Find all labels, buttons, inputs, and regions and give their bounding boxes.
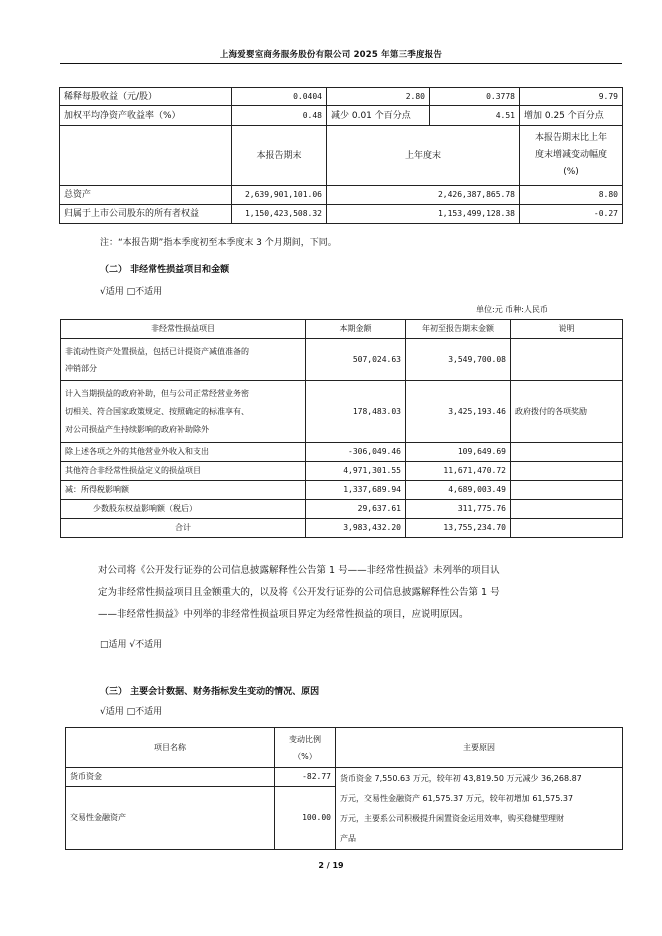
- col-header-desc: 说明: [511, 320, 623, 339]
- item-cell: 少数股东权益影响额（税后）: [61, 500, 306, 519]
- cell-value: 109,649.69: [406, 443, 511, 462]
- explanation-paragraph: [98, 560, 618, 626]
- table-total-row: [61, 519, 623, 538]
- row-label: 稀释每股收益（元/股）: [60, 88, 232, 106]
- item-line: 对公司损益产生持续影响的政府补助除外: [65, 424, 209, 434]
- reason-line: 万元，交易性金融资产 61,575.37 万元，较年初增加 61,575.37: [340, 794, 574, 803]
- table-header-row: [61, 320, 623, 339]
- cell-value: 增加 0.25 个百分点: [520, 106, 623, 126]
- cell-value: 29,637.61: [306, 500, 406, 519]
- col-header-ratio-l1: 变动比例: [289, 734, 321, 744]
- cell-desc: 政府拨付的各项奖励: [511, 381, 623, 443]
- cell-value: 311,775.76: [406, 500, 511, 519]
- cell-desc: [511, 519, 623, 538]
- col-header-current: 本报告期末: [232, 126, 327, 186]
- cell-value: 0.48: [232, 106, 327, 126]
- reason-line: 产品: [340, 834, 356, 843]
- cell-value: 减少 0.01 个百分点: [327, 106, 430, 126]
- paragraph-line: 定为非经常性损益项目且金额重大的，以及将《公开发行证券的公司信息披露解释性公告第 1 号: [98, 587, 500, 598]
- col-header-reason: 主要原因: [336, 728, 623, 768]
- item-line: 冲销部分: [65, 363, 97, 373]
- cell-value: 1,150,423,508.32: [232, 205, 327, 224]
- cell-value: 4.51: [430, 106, 520, 126]
- item-cell: 除上述各项之外的其他营业外收入和支出: [61, 443, 306, 462]
- section2-title: （二） 非经常性损益项目和金额: [100, 265, 230, 275]
- cell-value: -306,049.46: [306, 443, 406, 462]
- cell-desc: [511, 443, 623, 462]
- cell-value: 2,639,901,101.06: [232, 186, 327, 205]
- table-header-row: [60, 126, 623, 186]
- item-line: 计入当期损益的政府补助，但与公司正常经营业务密: [65, 388, 249, 398]
- cell-value: -0.27: [520, 205, 623, 224]
- total-label: 合计: [61, 519, 306, 538]
- reason-line: 货币资金 7,550.63 万元，较年初 43,819.50 万元减少 36,268.87: [340, 774, 582, 783]
- col-header-change-l1: 本报告期末比上年: [534, 133, 607, 143]
- empty-cell: [60, 126, 232, 186]
- reason-line: 万元，主要系公司积极提升闲置资金运用效率，购买稳健型理财: [340, 814, 564, 823]
- col-header-change-l2: 度末增减变动幅度: [534, 150, 607, 160]
- row-label: 归属于上市公司股东的所有者权益: [60, 205, 232, 224]
- table-row: [60, 88, 623, 106]
- note-text: 注：“本报告期”指本季度初至本季度末 3 个月期间，下同。: [100, 238, 337, 248]
- item-cell: 其他符合非经常性损益定义的损益项目: [61, 462, 306, 481]
- cell-value: 4,971,301.55: [306, 462, 406, 481]
- row-label: 总资产: [60, 186, 232, 205]
- cell-desc: [511, 500, 623, 519]
- table-row: [61, 443, 623, 462]
- table-row: [61, 500, 623, 519]
- table-header-row: [66, 728, 623, 768]
- col-header-ratio-l2: （%）: [293, 751, 317, 761]
- non-recurring-items-table: [60, 319, 623, 538]
- table-row: [61, 462, 623, 481]
- cell-value: 0.0404: [232, 88, 327, 106]
- cell-value: 507,024.63: [306, 339, 406, 381]
- cell-value: 2.80: [327, 88, 430, 106]
- changes-table: [65, 727, 623, 850]
- table-row: [61, 381, 623, 443]
- col-header-current: 本期金额: [306, 320, 406, 339]
- col-header-ytd: 年初至报告期末金额: [406, 320, 511, 339]
- col-header-change: [520, 126, 623, 186]
- col-header-item: 项目名称: [66, 728, 275, 768]
- cell-value: 3,983,432.20: [306, 519, 406, 538]
- paragraph-line: 对公司将《公开发行证券的公司信息披露解释性公告第 1 号——非经常性损益》未列举的项目认: [98, 565, 500, 576]
- col-header-item: 非经常性损益项目: [61, 320, 306, 339]
- cell-value: 11,671,470.72: [406, 462, 511, 481]
- cell-value: 3,425,193.46: [406, 381, 511, 443]
- page-header-title: 上海爱婴室商务服务股份有限公司 2025 年第三季度报告: [219, 50, 443, 60]
- table-row: [61, 339, 623, 381]
- cell-value: 1,153,499,128.38: [327, 205, 520, 224]
- section3-applicability: √适用 □不适用: [100, 707, 163, 717]
- cell-desc: [511, 339, 623, 381]
- section2-applicability: √适用 □不适用: [100, 287, 163, 297]
- col-header-change-l3: (%): [563, 167, 579, 177]
- table-row: [60, 205, 623, 224]
- row-label: 加权平均净资产收益率（%）: [60, 106, 232, 126]
- cell-value: 8.80: [520, 186, 623, 205]
- unit-label: 单位:元 币种:人民币: [476, 305, 548, 314]
- cell-value: 2,426,387,865.78: [327, 186, 520, 205]
- table-row: [61, 481, 623, 500]
- paragraph-line: ——非经常性损益》中列举的非经常性损益项目界定为经常性损益的项目，应说明原因。: [98, 609, 469, 620]
- item-cell: [61, 339, 306, 381]
- header-divider: [60, 63, 622, 64]
- key-financials-table: [59, 87, 623, 224]
- cell-value: 13,755,234.70: [406, 519, 511, 538]
- table-row: [66, 768, 623, 787]
- cell-value: 3,549,700.08: [406, 339, 511, 381]
- item-cell: 货币资金: [66, 768, 275, 787]
- table-row: [60, 186, 623, 205]
- item-line: 非流动性资产处置损益，包括已计提资产减值准备的: [65, 346, 249, 356]
- item-cell: [61, 381, 306, 443]
- item-cell: 交易性金融资产: [66, 786, 275, 849]
- cell-desc: [511, 481, 623, 500]
- reason-cell: [336, 768, 623, 850]
- cell-desc: [511, 462, 623, 481]
- section3-title: （三） 主要会计数据、财务指标发生变动的情况、原因: [100, 687, 320, 697]
- item-line: 切相关、符合国家政策规定、按照确定的标准享有、: [65, 406, 249, 416]
- cell-value: 9.79: [520, 88, 623, 106]
- cell-value: 4,689,003.49: [406, 481, 511, 500]
- cell-value: -82.77: [275, 768, 336, 787]
- cell-value: 100.00: [275, 786, 336, 849]
- cell-value: 0.3778: [430, 88, 520, 106]
- page-number: 2 / 19: [318, 861, 344, 870]
- item-cell: 减：所得税影响额: [61, 481, 306, 500]
- table-row: [60, 106, 623, 126]
- section2-applicability-2: □适用 √不适用: [100, 640, 163, 650]
- cell-value: 1,337,689.94: [306, 481, 406, 500]
- col-header-prev-year: 上年度末: [327, 126, 520, 186]
- cell-value: 178,483.03: [306, 381, 406, 443]
- col-header-ratio: [275, 728, 336, 768]
